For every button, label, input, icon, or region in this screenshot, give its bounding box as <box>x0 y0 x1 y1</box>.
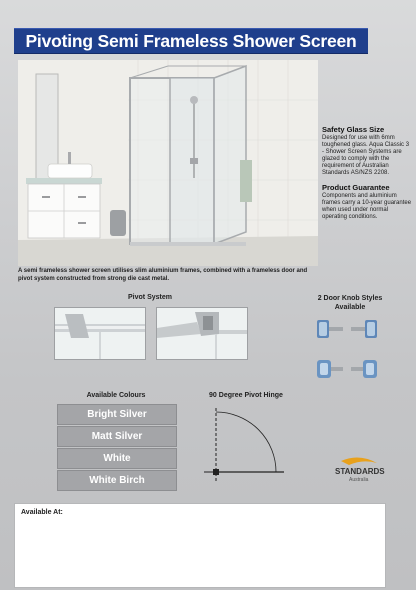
pivot-hinge-diagram <box>200 400 290 490</box>
safety-heading: Safety Glass Size <box>322 125 385 134</box>
svg-text:STANDARDS: STANDARDS <box>335 467 385 476</box>
door-knob-label: 2 Door Knob Styles Available <box>317 295 383 311</box>
standards-australia-logo <box>333 455 385 485</box>
guarantee-body: Components and aluminium frames carry a 10-year guarantee when used under normal operating conditions. <box>322 193 412 220</box>
colours-heading: Available Colours <box>86 392 146 399</box>
product-caption: A semi frameless shower screen utilises slim aluminium frames, combined with a frameless door and pivot system constructed from strong die cast metal. <box>18 268 308 282</box>
product-photo <box>18 60 318 266</box>
knob-style-1-left <box>316 318 344 340</box>
safety-body: Designed for use with 6mm toughened glass. Aqua Classic 3 - Shower Screen Systems are glazed to comply with the requirement of Australian Standards AS/NZS 2208. <box>322 135 410 176</box>
pivot-system-label: Pivot System <box>128 294 172 301</box>
knob-style-2-left <box>316 358 344 380</box>
side-info <box>322 125 412 227</box>
knob-style-2-right <box>350 358 378 380</box>
guarantee-heading: Product Guarantee <box>322 183 390 192</box>
pivot-image-2 <box>156 307 248 360</box>
colour-chip-white: White <box>57 448 177 469</box>
colour-chip-bright-silver: Bright Silver <box>57 404 177 425</box>
available-at-label: Available At: <box>21 509 63 516</box>
pivot-image-1 <box>54 307 146 360</box>
available-at-box <box>14 503 386 588</box>
colour-chip-matt-silver: Matt Silver <box>57 426 177 447</box>
knob-style-1-right <box>350 318 378 340</box>
svg-text:Australia: Australia <box>349 477 369 483</box>
hinge-label: 90 Degree Pivot Hinge <box>209 392 283 399</box>
colour-chip-white-birch: White Birch <box>57 470 177 491</box>
page-title: Pivoting Semi Frameless Shower Screen <box>14 28 368 54</box>
